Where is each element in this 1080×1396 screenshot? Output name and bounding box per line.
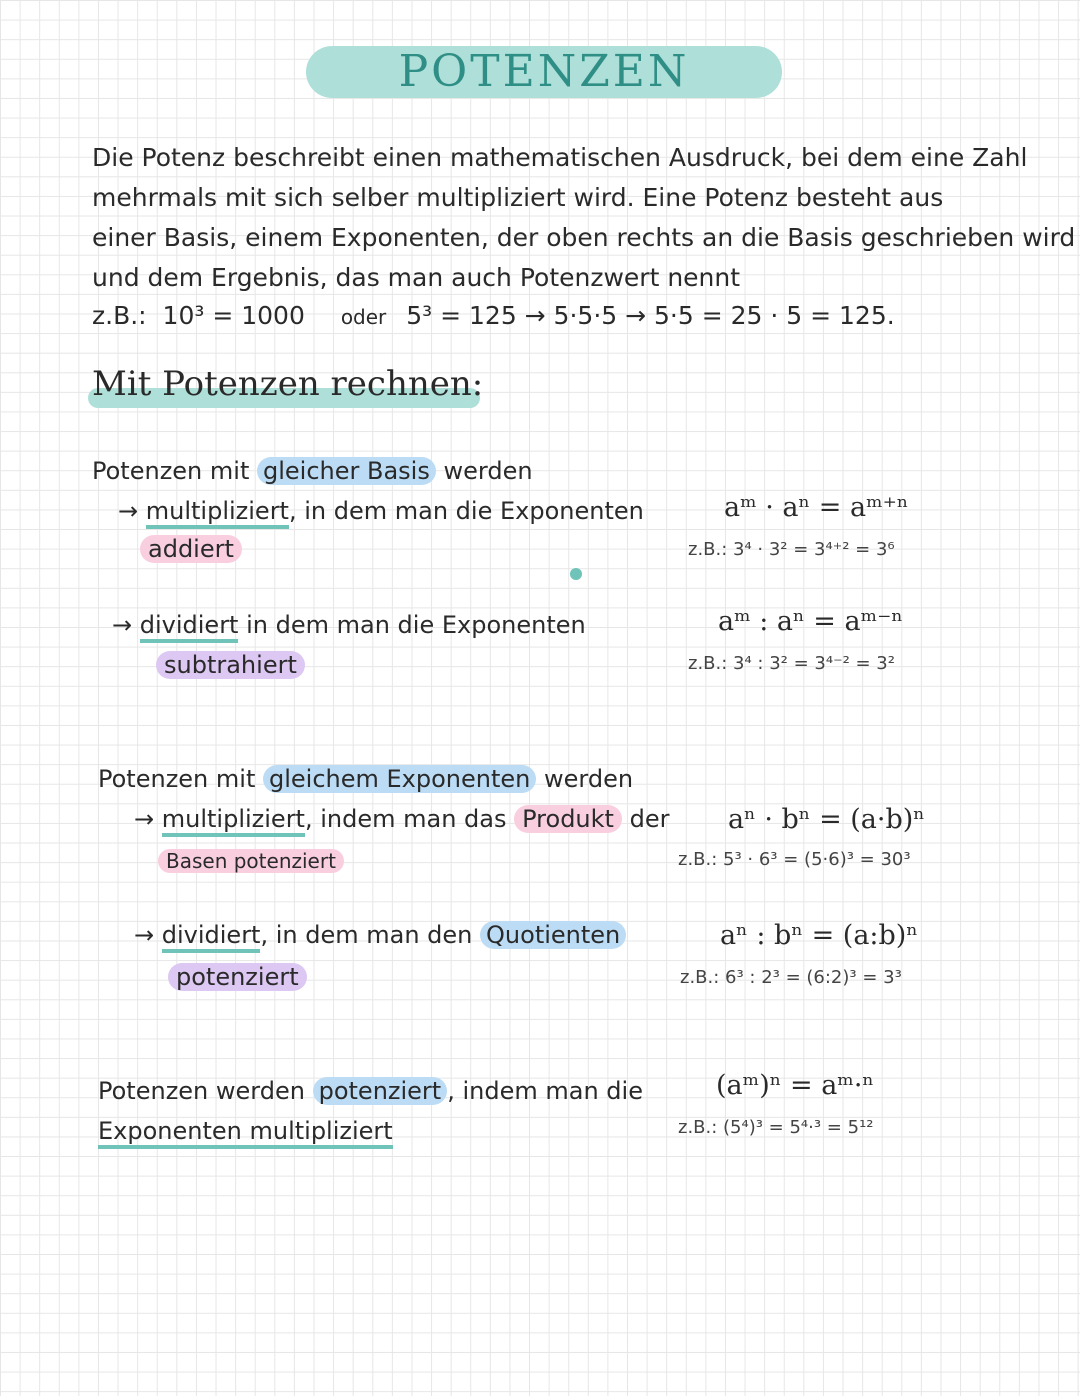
produkt-highlight: Produkt: [514, 805, 622, 833]
same-base-multiply-example: z.B.: 3⁴ · 3² = 3⁴⁺² = 3⁶: [688, 539, 895, 560]
same-exp-divide-example: z.B.: 6³ : 2³ = (6:2)³ = 3³: [680, 967, 902, 988]
same-exp-intro: [98, 760, 633, 798]
quotienten-highlight: Quotienten: [480, 921, 626, 949]
same-exp-divide-action: [168, 958, 307, 996]
section-title: Mit Potenzen rechnen:: [92, 364, 484, 404]
same-base-intro-post: werden: [443, 457, 533, 485]
multiply-word: multipliziert: [162, 805, 305, 837]
arrow-icon: →: [112, 611, 133, 639]
same-base-multiply-formula: aᵐ · aⁿ = aᵐ⁺ⁿ: [724, 492, 909, 523]
same-exp-multiply-rule: [134, 800, 669, 838]
power-power-line-1: [98, 1072, 643, 1110]
same-exp-intro-pre: Potenzen mit: [98, 765, 256, 793]
power-power-formula: (aᵐ)ⁿ = aᵐ·ⁿ: [716, 1070, 875, 1101]
same-base-highlight: gleicher Basis: [257, 457, 436, 485]
divide-word: dividiert: [162, 921, 261, 953]
intro-line-4: und dem Ergebnis, das man auch Potenzwert nennt: [92, 263, 741, 292]
potenziert-highlight: potenziert: [168, 963, 307, 991]
multiply-word: multipliziert: [146, 497, 289, 529]
exponenten-multipliziert: Exponenten multipliziert: [98, 1117, 393, 1149]
divide-word: dividiert: [140, 611, 239, 643]
subtrahiert-highlight: subtrahiert: [156, 651, 305, 679]
power-power-pre: Potenzen werden: [98, 1077, 305, 1105]
intro-line-1: Die Potenz beschreibt einen mathematischen Ausdruck, bei dem eine Zahl: [92, 143, 1028, 172]
page-title: POTENZEN: [398, 46, 690, 97]
addiert-highlight: addiert: [140, 535, 242, 563]
same-base-intro: [92, 452, 533, 490]
example-prefix: z.B.:: [92, 301, 147, 330]
same-base-intro-pre: Potenzen mit: [92, 457, 250, 485]
same-exp-highlight: gleichem Exponenten: [263, 765, 536, 793]
same-base-divide-formula: aᵐ : aⁿ = aᵐ⁻ⁿ: [718, 606, 904, 637]
same-base-divide-rule: [112, 606, 586, 644]
potenziert-blue-highlight: potenziert: [313, 1077, 448, 1105]
example-b: 5³ = 125 → 5·5·5 → 5·5 = 25 · 5 = 125.: [406, 301, 895, 330]
same-exp-intro-post: werden: [544, 765, 634, 793]
basen-potenziert-highlight: Basen potenziert: [158, 849, 344, 873]
same-exp-divide-formula: aⁿ : bⁿ = (a:b)ⁿ: [720, 920, 919, 951]
same-exp-divide-rule: [134, 916, 626, 954]
multiply-rest: , indem man das: [304, 805, 507, 833]
intro-line-3: einer Basis, einem Exponenten, der oben rechts an die Basis geschrieben wird: [92, 223, 1076, 252]
example-a: 10³ = 1000: [162, 301, 305, 330]
same-base-multiply-action: [140, 530, 242, 568]
power-power-example: z.B.: (5⁴)³ = 5⁴·³ = 5¹²: [678, 1117, 874, 1138]
intro-line-2: mehrmals mit sich selber multipliziert wird. Eine Potenz besteht aus: [92, 183, 944, 212]
stray-dot: [570, 568, 582, 580]
power-power-line-2: [98, 1112, 393, 1150]
power-power-post: , indem man die: [447, 1077, 643, 1105]
example-or: oder: [340, 305, 387, 329]
same-exp-multiply-action: [158, 842, 344, 880]
same-exp-multiply-formula: aⁿ · bⁿ = (a·b)ⁿ: [728, 804, 925, 835]
intro-example: [92, 296, 895, 337]
divide-rest: in dem man die Exponenten: [246, 611, 586, 639]
same-base-multiply-rule: [118, 492, 644, 530]
same-exp-multiply-example: z.B.: 5³ · 6³ = (5·6)³ = 30³: [678, 849, 911, 870]
same-base-divide-example: z.B.: 3⁴ : 3² = 3⁴⁻² = 3²: [688, 653, 895, 674]
arrow-icon: →: [118, 497, 139, 525]
divide-rest: , in dem man den: [260, 921, 473, 949]
multiply-tail: der: [629, 805, 670, 833]
multiply-rest: , in dem man die Exponenten: [288, 497, 644, 525]
same-base-divide-action: [156, 646, 305, 684]
arrow-icon: →: [134, 805, 155, 833]
arrow-icon: →: [134, 921, 155, 949]
